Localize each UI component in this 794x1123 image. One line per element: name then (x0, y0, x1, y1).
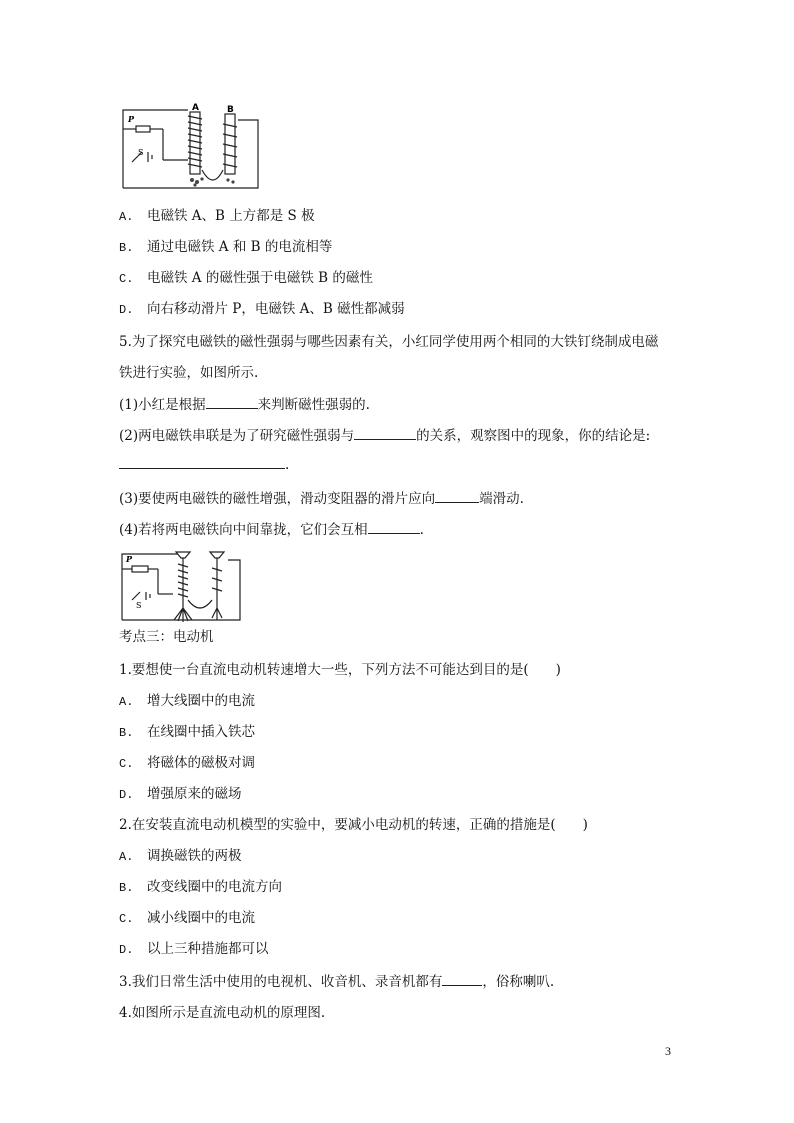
q4-option-b: B. 通过电磁铁 A 和 B 的电流相等 (119, 239, 333, 255)
s3-q1-option-b: B. 在线圈中插入铁芯 (119, 724, 255, 740)
s3-q2-option-d: D. 以上三种措施都可以 (119, 941, 269, 957)
s3-q4-stem: 4.如图所示是直流电动机的原理图. (119, 1005, 326, 1021)
s3-q1-option-d: D. 增强原来的磁场 (119, 786, 242, 802)
s3-q2-option-a: A. 调换磁铁的两极 (119, 848, 242, 864)
answer-blank (368, 520, 420, 534)
page-number: 3 (665, 1044, 671, 1058)
q5-part2: (2)两电磁铁串联是为了研究磁性强弱与 的关系，观察图中的现象，你的结论是: (119, 428, 651, 444)
q4-option-a: A. 电磁铁 A、B 上方都是 S 极 (119, 208, 315, 224)
q4-option-d: D. 向右移动滑片 P，电磁铁 A、B 磁性都减弱 (119, 301, 405, 317)
s3-q1-option-c: C. 将磁体的磁极对调 (119, 755, 255, 771)
q5-part3: (3)要使两电磁铁的磁性增强，滑动变阻器的滑片应向 端滑动. (119, 491, 524, 507)
figure1-label-a: A (192, 103, 199, 113)
figure1-label-b: B (227, 105, 234, 115)
q5-part2-conclusion: . (119, 455, 289, 474)
s3-q1-option-a: A. 增大线圈中的电流 (119, 693, 255, 709)
figure-electromagnets-series (118, 546, 248, 624)
answer-blank (442, 972, 482, 986)
figure1-label-s: S (138, 148, 144, 157)
answer-blank (119, 455, 285, 469)
figure2-label-s: S (136, 601, 142, 610)
s3-q2-option-b: B. 改变线圈中的电流方向 (119, 879, 282, 895)
figure1-label-p: P (128, 114, 135, 124)
q5-stem-line2: 铁进行实验，如图所示. (119, 365, 259, 381)
s3-q2-stem: 2.在安装直流电动机模型的实验中，要减小电动机的转速，正确的措施是( ) (119, 817, 588, 833)
section-title: 考点三：电动机 (119, 629, 214, 645)
answer-blank (435, 489, 479, 503)
q5-part4: (4)若将两电磁铁向中间靠拢，它们会互相 . (119, 522, 424, 538)
s3-q1-stem: 1.要想使一台直流电动机转速增大一些，下列方法不可能达到目的是( ) (119, 662, 561, 678)
answer-blank (206, 395, 258, 409)
q5-stem-line1: 5.为了探究电磁铁的磁性强弱与哪些因素有关，小红同学使用两个相同的大铁钉绕制成电磁 (119, 334, 659, 350)
q5-part1: (1)小红是根据 来判断磁性强弱的. (119, 397, 370, 413)
figure2-label-p: P (126, 554, 133, 564)
figure-electromagnets-ab (118, 100, 268, 192)
answer-blank (354, 426, 416, 440)
s3-q3: 3.我们日常生活中使用的电视机、收音机、录音机都有 ，俗称喇叭. (119, 974, 555, 990)
q4-option-c: C. 电磁铁 A 的磁性强于电磁铁 B 的磁性 (119, 270, 373, 286)
s3-q2-option-c: C. 减小线圈中的电流 (119, 910, 255, 926)
